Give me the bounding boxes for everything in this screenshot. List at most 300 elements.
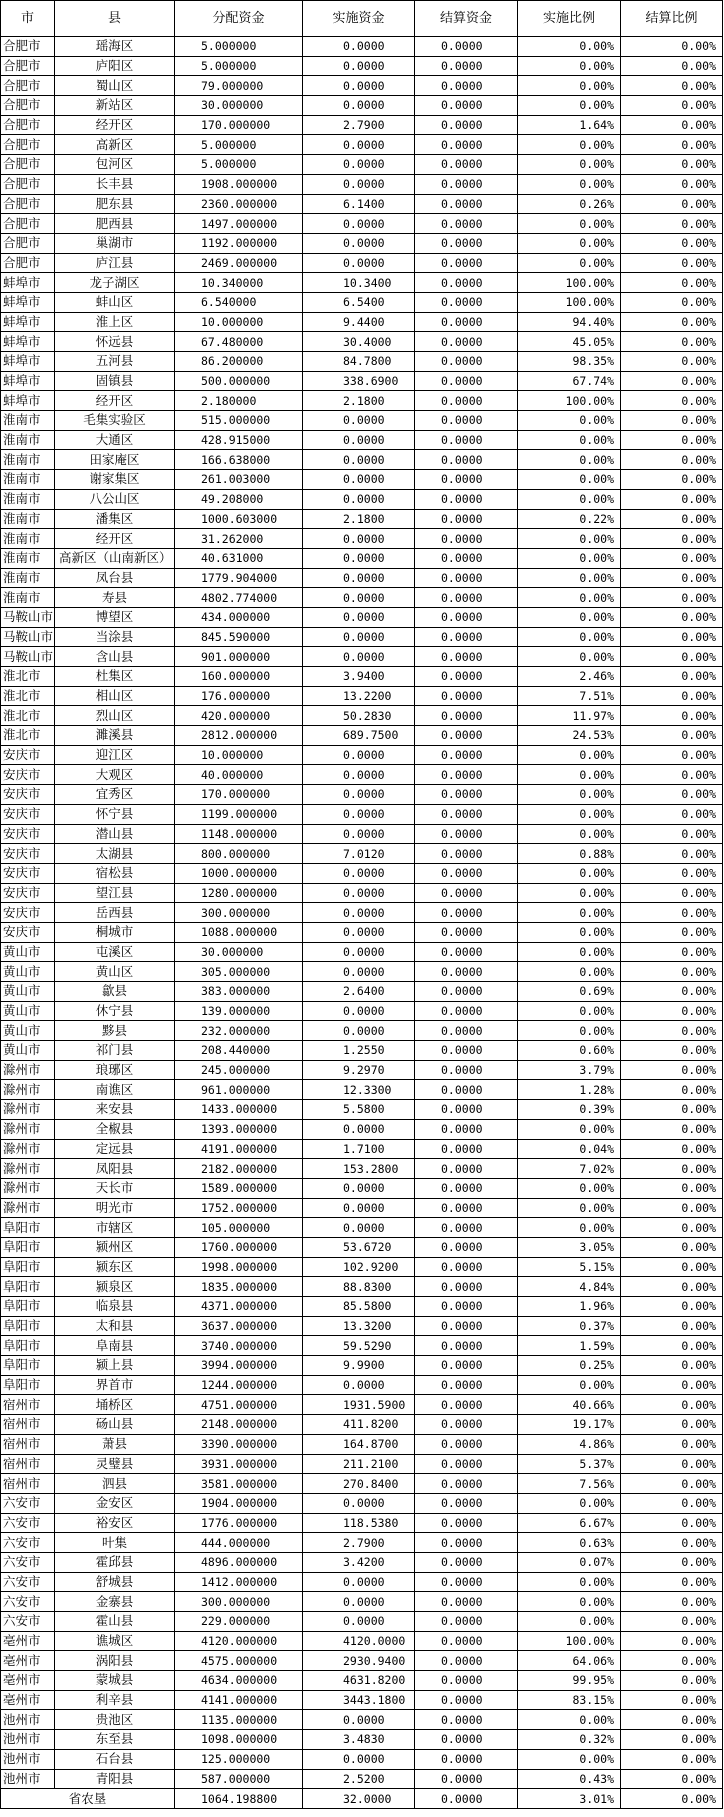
cell-settle-ratio: 0.00% bbox=[621, 1493, 723, 1513]
cell-county: 临泉县 bbox=[55, 1297, 175, 1317]
cell-allocated: 40.631000 bbox=[175, 548, 303, 568]
cell-allocated: 1192.000000 bbox=[175, 233, 303, 253]
cell-settle-ratio: 0.00% bbox=[621, 135, 723, 155]
table-row bbox=[1, 1749, 723, 1769]
cell-implement-ratio: 0.00% bbox=[518, 1001, 621, 1021]
cell-allocated: 1835.000000 bbox=[175, 1277, 303, 1297]
cell-settle-ratio: 0.00% bbox=[621, 273, 723, 293]
cell-allocated: 5.000000 bbox=[175, 155, 303, 175]
cell-implemented: 4631.8200 bbox=[303, 1671, 415, 1691]
cell-allocated: 40.000000 bbox=[175, 765, 303, 785]
cell-settle-ratio: 0.00% bbox=[621, 1336, 723, 1356]
cell-settled: 0.0000 bbox=[415, 863, 518, 883]
table-row bbox=[1, 883, 723, 903]
cell-implemented: 0.0000 bbox=[303, 804, 415, 824]
cell-allocated: 1760.000000 bbox=[175, 1237, 303, 1257]
cell-settle-ratio: 0.00% bbox=[621, 1671, 723, 1691]
cell-settled: 0.0000 bbox=[415, 509, 518, 529]
cell-city: 蚌埠市 bbox=[1, 332, 55, 352]
cell-county: 大通区 bbox=[55, 430, 175, 450]
cell-city: 蚌埠市 bbox=[1, 312, 55, 332]
cell-county: 新站区 bbox=[55, 96, 175, 116]
cell-settle-ratio: 0.00% bbox=[621, 37, 723, 57]
cell-implemented: 3443.1800 bbox=[303, 1690, 415, 1710]
cell-city: 六安市 bbox=[1, 1612, 55, 1632]
cell-implement-ratio: 0.00% bbox=[518, 588, 621, 608]
header-county: 县 bbox=[55, 1, 175, 37]
table-row bbox=[1, 391, 723, 411]
cell-implemented: 1931.5900 bbox=[303, 1395, 415, 1415]
cell-settled: 0.0000 bbox=[415, 1041, 518, 1061]
cell-city: 淮北市 bbox=[1, 706, 55, 726]
cell-city: 淮南市 bbox=[1, 548, 55, 568]
cell-settle-ratio: 0.00% bbox=[621, 1119, 723, 1139]
table-row bbox=[1, 1316, 723, 1336]
cell-city: 安庆市 bbox=[1, 863, 55, 883]
table-row bbox=[1, 1178, 723, 1198]
cell-allocated: 2360.000000 bbox=[175, 194, 303, 214]
cell-settle-ratio: 0.00% bbox=[621, 706, 723, 726]
table-row bbox=[1, 607, 723, 627]
cell-settled: 0.0000 bbox=[415, 1651, 518, 1671]
cell-implement-ratio: 0.00% bbox=[518, 1592, 621, 1612]
cell-implemented: 0.0000 bbox=[303, 824, 415, 844]
cell-implemented: 0.0000 bbox=[303, 588, 415, 608]
cell-implemented: 0.0000 bbox=[303, 1001, 415, 1021]
cell-implement-ratio: 0.00% bbox=[518, 765, 621, 785]
cell-settle-ratio: 0.00% bbox=[621, 568, 723, 588]
cell-implemented: 0.0000 bbox=[303, 1572, 415, 1592]
cell-settle-ratio: 0.00% bbox=[621, 883, 723, 903]
cell-implement-ratio: 0.00% bbox=[518, 922, 621, 942]
cell-settled: 0.0000 bbox=[415, 411, 518, 431]
cell-implemented: 2.6400 bbox=[303, 982, 415, 1002]
cell-settle-ratio: 0.00% bbox=[621, 115, 723, 135]
cell-city: 淮北市 bbox=[1, 667, 55, 687]
header-settled: 结算资金 bbox=[415, 1, 518, 37]
cell-implement-ratio: 0.88% bbox=[518, 844, 621, 864]
cell-city: 安庆市 bbox=[1, 824, 55, 844]
cell-allocated: 1904.000000 bbox=[175, 1493, 303, 1513]
cell-county: 肥西县 bbox=[55, 214, 175, 234]
cell-settle-ratio: 0.00% bbox=[621, 489, 723, 509]
cell-city: 亳州市 bbox=[1, 1690, 55, 1710]
cell-county: 青阳县 bbox=[55, 1769, 175, 1789]
cell-settled: 0.0000 bbox=[415, 155, 518, 175]
total-settled: 0.0000 bbox=[415, 1789, 518, 1809]
cell-county: 石台县 bbox=[55, 1749, 175, 1769]
cell-county: 八公山区 bbox=[55, 489, 175, 509]
cell-allocated: 86.200000 bbox=[175, 352, 303, 372]
cell-implemented: 0.0000 bbox=[303, 214, 415, 234]
cell-allocated: 4751.000000 bbox=[175, 1395, 303, 1415]
cell-settled: 0.0000 bbox=[415, 548, 518, 568]
cell-implemented: 0.0000 bbox=[303, 450, 415, 470]
cell-city: 淮南市 bbox=[1, 509, 55, 529]
table-row bbox=[1, 1356, 723, 1376]
cell-city: 六安市 bbox=[1, 1592, 55, 1612]
cell-city: 安庆市 bbox=[1, 745, 55, 765]
cell-implemented: 0.0000 bbox=[303, 1592, 415, 1612]
cell-implemented: 12.3300 bbox=[303, 1080, 415, 1100]
cell-allocated: 176.000000 bbox=[175, 686, 303, 706]
cell-county: 叶集 bbox=[55, 1533, 175, 1553]
cell-county: 巢湖市 bbox=[55, 233, 175, 253]
cell-county: 龙子湖区 bbox=[55, 273, 175, 293]
cell-settle-ratio: 0.00% bbox=[621, 1060, 723, 1080]
cell-allocated: 587.000000 bbox=[175, 1769, 303, 1789]
cell-implemented: 0.0000 bbox=[303, 1749, 415, 1769]
table-row bbox=[1, 1690, 723, 1710]
cell-settle-ratio: 0.00% bbox=[621, 548, 723, 568]
cell-city: 阜阳市 bbox=[1, 1277, 55, 1297]
cell-county: 南谯区 bbox=[55, 1080, 175, 1100]
header-allocated: 分配资金 bbox=[175, 1, 303, 37]
cell-implement-ratio: 7.02% bbox=[518, 1159, 621, 1179]
cell-implemented: 0.0000 bbox=[303, 135, 415, 155]
cell-settled: 0.0000 bbox=[415, 785, 518, 805]
cell-allocated: 3390.000000 bbox=[175, 1434, 303, 1454]
table-row bbox=[1, 214, 723, 234]
cell-implemented: 0.0000 bbox=[303, 745, 415, 765]
cell-allocated: 420.000000 bbox=[175, 706, 303, 726]
cell-settled: 0.0000 bbox=[415, 1730, 518, 1750]
cell-settled: 0.0000 bbox=[415, 273, 518, 293]
cell-city: 淮南市 bbox=[1, 529, 55, 549]
table-row bbox=[1, 903, 723, 923]
table-row bbox=[1, 56, 723, 76]
cell-city: 淮南市 bbox=[1, 489, 55, 509]
cell-allocated: 5.000000 bbox=[175, 135, 303, 155]
cell-settle-ratio: 0.00% bbox=[621, 312, 723, 332]
cell-county: 肥东县 bbox=[55, 194, 175, 214]
cell-implemented: 10.3400 bbox=[303, 273, 415, 293]
cell-implement-ratio: 6.67% bbox=[518, 1513, 621, 1533]
cell-county: 五河县 bbox=[55, 352, 175, 372]
cell-county: 经开区 bbox=[55, 115, 175, 135]
table-row bbox=[1, 1651, 723, 1671]
cell-implemented: 13.3200 bbox=[303, 1316, 415, 1336]
table-row bbox=[1, 1395, 723, 1415]
cell-implement-ratio: 3.05% bbox=[518, 1237, 621, 1257]
table-row bbox=[1, 76, 723, 96]
cell-settle-ratio: 0.00% bbox=[621, 1257, 723, 1277]
cell-implement-ratio: 0.00% bbox=[518, 155, 621, 175]
table-row bbox=[1, 863, 723, 883]
cell-city: 六安市 bbox=[1, 1493, 55, 1513]
cell-implemented: 0.0000 bbox=[303, 56, 415, 76]
cell-city: 宿州市 bbox=[1, 1474, 55, 1494]
cell-city: 合肥市 bbox=[1, 37, 55, 57]
cell-settle-ratio: 0.00% bbox=[621, 1749, 723, 1769]
table-row bbox=[1, 1297, 723, 1317]
cell-implemented: 2.1800 bbox=[303, 509, 415, 529]
cell-city: 合肥市 bbox=[1, 76, 55, 96]
cell-settle-ratio: 0.00% bbox=[621, 1297, 723, 1317]
cell-settled: 0.0000 bbox=[415, 765, 518, 785]
cell-implement-ratio: 0.60% bbox=[518, 1041, 621, 1061]
cell-implemented: 2.1800 bbox=[303, 391, 415, 411]
cell-implement-ratio: 0.04% bbox=[518, 1139, 621, 1159]
cell-settle-ratio: 0.00% bbox=[621, 174, 723, 194]
table-row bbox=[1, 1060, 723, 1080]
cell-implemented: 9.4400 bbox=[303, 312, 415, 332]
cell-city: 淮北市 bbox=[1, 726, 55, 746]
cell-implement-ratio: 0.00% bbox=[518, 1021, 621, 1041]
cell-settle-ratio: 0.00% bbox=[621, 1198, 723, 1218]
table-row bbox=[1, 942, 723, 962]
cell-allocated: 1752.000000 bbox=[175, 1198, 303, 1218]
cell-implemented: 85.5800 bbox=[303, 1297, 415, 1317]
cell-allocated: 845.590000 bbox=[175, 627, 303, 647]
cell-county: 阜南县 bbox=[55, 1336, 175, 1356]
cell-city: 黄山市 bbox=[1, 1021, 55, 1041]
cell-implemented: 0.0000 bbox=[303, 883, 415, 903]
cell-implement-ratio: 64.06% bbox=[518, 1651, 621, 1671]
cell-implemented: 50.2830 bbox=[303, 706, 415, 726]
cell-county: 来安县 bbox=[55, 1100, 175, 1120]
cell-county: 博望区 bbox=[55, 607, 175, 627]
cell-city: 蚌埠市 bbox=[1, 352, 55, 372]
cell-implement-ratio: 0.00% bbox=[518, 647, 621, 667]
cell-settled: 0.0000 bbox=[415, 1218, 518, 1238]
cell-settle-ratio: 0.00% bbox=[621, 1277, 723, 1297]
cell-settle-ratio: 0.00% bbox=[621, 745, 723, 765]
cell-implemented: 0.0000 bbox=[303, 529, 415, 549]
cell-implement-ratio: 0.00% bbox=[518, 233, 621, 253]
table-row bbox=[1, 1552, 723, 1572]
cell-implemented: 2.7900 bbox=[303, 1533, 415, 1553]
cell-settled: 0.0000 bbox=[415, 1769, 518, 1789]
cell-implement-ratio: 5.15% bbox=[518, 1257, 621, 1277]
cell-allocated: 232.000000 bbox=[175, 1021, 303, 1041]
cell-allocated: 4896.000000 bbox=[175, 1552, 303, 1572]
cell-implement-ratio: 0.00% bbox=[518, 1119, 621, 1139]
cell-city: 淮南市 bbox=[1, 430, 55, 450]
cell-settled: 0.0000 bbox=[415, 194, 518, 214]
cell-county: 宿松县 bbox=[55, 863, 175, 883]
cell-county: 蚌山区 bbox=[55, 292, 175, 312]
cell-county: 包河区 bbox=[55, 155, 175, 175]
cell-county: 太和县 bbox=[55, 1316, 175, 1336]
cell-implement-ratio: 0.00% bbox=[518, 568, 621, 588]
total-settle-ratio: 0.00% bbox=[621, 1789, 723, 1809]
table-row bbox=[1, 1710, 723, 1730]
cell-city: 六安市 bbox=[1, 1533, 55, 1553]
table-row bbox=[1, 1336, 723, 1356]
cell-county: 界首市 bbox=[55, 1375, 175, 1395]
cell-allocated: 170.000000 bbox=[175, 115, 303, 135]
cell-county: 高新区 bbox=[55, 135, 175, 155]
cell-allocated: 1088.000000 bbox=[175, 922, 303, 942]
cell-settled: 0.0000 bbox=[415, 627, 518, 647]
cell-settled: 0.0000 bbox=[415, 1434, 518, 1454]
cell-settled: 0.0000 bbox=[415, 115, 518, 135]
table-row bbox=[1, 706, 723, 726]
cell-allocated: 3637.000000 bbox=[175, 1316, 303, 1336]
table-row bbox=[1, 135, 723, 155]
cell-allocated: 2148.000000 bbox=[175, 1415, 303, 1435]
cell-settled: 0.0000 bbox=[415, 1119, 518, 1139]
table-row bbox=[1, 1119, 723, 1139]
cell-implement-ratio: 0.00% bbox=[518, 903, 621, 923]
cell-settle-ratio: 0.00% bbox=[621, 804, 723, 824]
cell-allocated: 3994.000000 bbox=[175, 1356, 303, 1376]
cell-county: 烈山区 bbox=[55, 706, 175, 726]
cell-allocated: 1497.000000 bbox=[175, 214, 303, 234]
cell-allocated: 1000.000000 bbox=[175, 863, 303, 883]
cell-city: 阜阳市 bbox=[1, 1257, 55, 1277]
table-row bbox=[1, 194, 723, 214]
cell-implement-ratio: 0.25% bbox=[518, 1356, 621, 1376]
cell-implement-ratio: 0.39% bbox=[518, 1100, 621, 1120]
cell-settled: 0.0000 bbox=[415, 922, 518, 942]
cell-settled: 0.0000 bbox=[415, 56, 518, 76]
cell-county: 桐城市 bbox=[55, 922, 175, 942]
cell-allocated: 434.000000 bbox=[175, 607, 303, 627]
cell-implemented: 1.7100 bbox=[303, 1139, 415, 1159]
cell-city: 阜阳市 bbox=[1, 1375, 55, 1395]
cell-allocated: 261.003000 bbox=[175, 470, 303, 490]
table-row bbox=[1, 450, 723, 470]
cell-settle-ratio: 0.00% bbox=[621, 470, 723, 490]
cell-settle-ratio: 0.00% bbox=[621, 1769, 723, 1789]
cell-settle-ratio: 0.00% bbox=[621, 253, 723, 273]
cell-settle-ratio: 0.00% bbox=[621, 155, 723, 175]
cell-city: 阜阳市 bbox=[1, 1218, 55, 1238]
cell-settle-ratio: 0.00% bbox=[621, 450, 723, 470]
cell-city: 阜阳市 bbox=[1, 1336, 55, 1356]
cell-implement-ratio: 19.17% bbox=[518, 1415, 621, 1435]
cell-settle-ratio: 0.00% bbox=[621, 863, 723, 883]
cell-allocated: 5.000000 bbox=[175, 56, 303, 76]
cell-implemented: 5.5800 bbox=[303, 1100, 415, 1120]
cell-county: 灵璧县 bbox=[55, 1454, 175, 1474]
table-row bbox=[1, 982, 723, 1002]
cell-implement-ratio: 100.00% bbox=[518, 292, 621, 312]
cell-settled: 0.0000 bbox=[415, 1552, 518, 1572]
header-implement-ratio: 实施比例 bbox=[518, 1, 621, 37]
cell-settle-ratio: 0.00% bbox=[621, 1139, 723, 1159]
cell-implemented: 0.0000 bbox=[303, 627, 415, 647]
cell-city: 马鞍山市 bbox=[1, 607, 55, 627]
cell-allocated: 1412.000000 bbox=[175, 1572, 303, 1592]
cell-city: 安庆市 bbox=[1, 765, 55, 785]
cell-settle-ratio: 0.00% bbox=[621, 962, 723, 982]
cell-implemented: 59.5290 bbox=[303, 1336, 415, 1356]
cell-allocated: 208.440000 bbox=[175, 1041, 303, 1061]
cell-implemented: 88.8300 bbox=[303, 1277, 415, 1297]
cell-county: 宜秀区 bbox=[55, 785, 175, 805]
cell-city: 黄山市 bbox=[1, 962, 55, 982]
cell-county: 潘集区 bbox=[55, 509, 175, 529]
cell-implemented: 0.0000 bbox=[303, 174, 415, 194]
cell-allocated: 500.000000 bbox=[175, 371, 303, 391]
cell-implemented: 4120.0000 bbox=[303, 1631, 415, 1651]
cell-settled: 0.0000 bbox=[415, 726, 518, 746]
cell-allocated: 245.000000 bbox=[175, 1060, 303, 1080]
cell-settle-ratio: 0.00% bbox=[621, 1218, 723, 1238]
cell-allocated: 4191.000000 bbox=[175, 1139, 303, 1159]
table-row bbox=[1, 332, 723, 352]
cell-allocated: 4141.000000 bbox=[175, 1690, 303, 1710]
cell-county: 含山县 bbox=[55, 647, 175, 667]
cell-allocated: 800.000000 bbox=[175, 844, 303, 864]
table-row bbox=[1, 352, 723, 372]
cell-implemented: 0.0000 bbox=[303, 430, 415, 450]
cell-implement-ratio: 1.59% bbox=[518, 1336, 621, 1356]
cell-allocated: 4634.000000 bbox=[175, 1671, 303, 1691]
cell-city: 六安市 bbox=[1, 1513, 55, 1533]
cell-city: 淮南市 bbox=[1, 588, 55, 608]
cell-implement-ratio: 0.00% bbox=[518, 1572, 621, 1592]
cell-settle-ratio: 0.00% bbox=[621, 1474, 723, 1494]
cell-settle-ratio: 0.00% bbox=[621, 1513, 723, 1533]
cell-settle-ratio: 0.00% bbox=[621, 371, 723, 391]
cell-allocated: 1135.000000 bbox=[175, 1710, 303, 1730]
cell-implemented: 0.0000 bbox=[303, 962, 415, 982]
table-row bbox=[1, 1513, 723, 1533]
cell-settled: 0.0000 bbox=[415, 844, 518, 864]
cell-settle-ratio: 0.00% bbox=[621, 667, 723, 687]
cell-city: 合肥市 bbox=[1, 96, 55, 116]
cell-city: 六安市 bbox=[1, 1572, 55, 1592]
cell-implemented: 0.0000 bbox=[303, 1218, 415, 1238]
cell-settle-ratio: 0.00% bbox=[621, 1100, 723, 1120]
cell-allocated: 6.540000 bbox=[175, 292, 303, 312]
cell-settled: 0.0000 bbox=[415, 430, 518, 450]
cell-allocated: 1098.000000 bbox=[175, 1730, 303, 1750]
cell-implemented: 6.1400 bbox=[303, 194, 415, 214]
cell-settled: 0.0000 bbox=[415, 371, 518, 391]
table-row bbox=[1, 568, 723, 588]
cell-city: 合肥市 bbox=[1, 174, 55, 194]
cell-settle-ratio: 0.00% bbox=[621, 430, 723, 450]
cell-allocated: 170.000000 bbox=[175, 785, 303, 805]
cell-city: 合肥市 bbox=[1, 155, 55, 175]
cell-city: 池州市 bbox=[1, 1769, 55, 1789]
cell-implement-ratio: 0.00% bbox=[518, 174, 621, 194]
cell-settle-ratio: 0.00% bbox=[621, 194, 723, 214]
cell-settled: 0.0000 bbox=[415, 1612, 518, 1632]
cell-settled: 0.0000 bbox=[415, 135, 518, 155]
cell-county: 东至县 bbox=[55, 1730, 175, 1750]
cell-county: 经开区 bbox=[55, 391, 175, 411]
cell-allocated: 1779.904000 bbox=[175, 568, 303, 588]
cell-settled: 0.0000 bbox=[415, 1513, 518, 1533]
table-row bbox=[1, 745, 723, 765]
cell-implement-ratio: 0.32% bbox=[518, 1730, 621, 1750]
cell-implemented: 411.8200 bbox=[303, 1415, 415, 1435]
cell-settle-ratio: 0.00% bbox=[621, 844, 723, 864]
cell-city: 滁州市 bbox=[1, 1080, 55, 1100]
cell-implemented: 0.0000 bbox=[303, 411, 415, 431]
cell-settled: 0.0000 bbox=[415, 1277, 518, 1297]
cell-implemented: 0.0000 bbox=[303, 76, 415, 96]
cell-allocated: 105.000000 bbox=[175, 1218, 303, 1238]
cell-implemented: 211.2100 bbox=[303, 1454, 415, 1474]
cell-implemented: 0.0000 bbox=[303, 155, 415, 175]
table-row bbox=[1, 667, 723, 687]
cell-settle-ratio: 0.00% bbox=[621, 1730, 723, 1750]
cell-implement-ratio: 0.00% bbox=[518, 962, 621, 982]
header-settle-ratio: 结算比例 bbox=[621, 1, 723, 37]
cell-allocated: 2182.000000 bbox=[175, 1159, 303, 1179]
cell-implement-ratio: 1.64% bbox=[518, 115, 621, 135]
table-row bbox=[1, 1474, 723, 1494]
cell-county: 经开区 bbox=[55, 529, 175, 549]
cell-allocated: 428.915000 bbox=[175, 430, 303, 450]
